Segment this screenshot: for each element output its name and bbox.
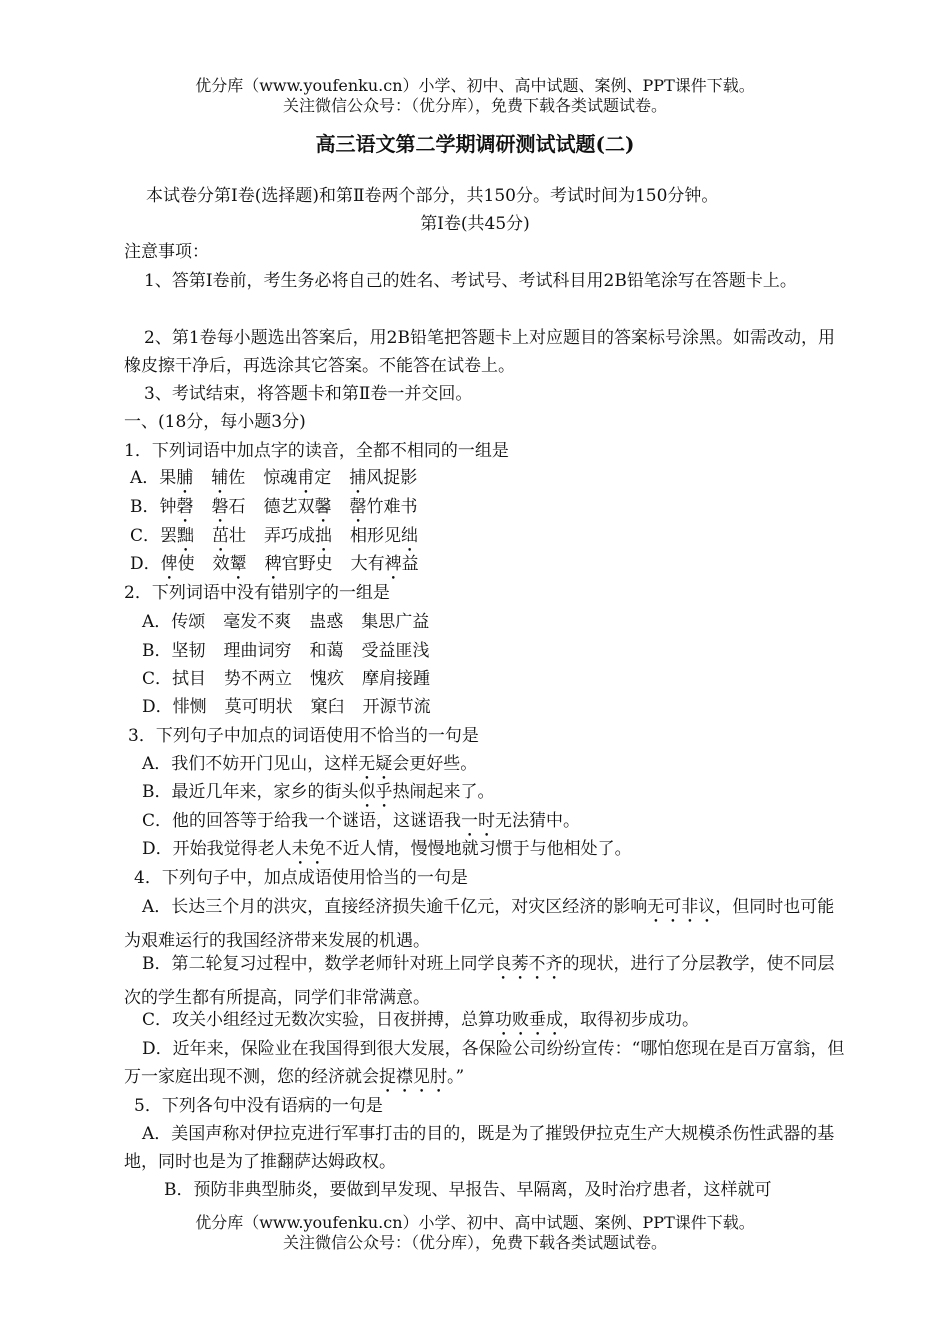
- q3-option-a: A．我们不妨开门见山，这样无疑会更好些。: [142, 754, 478, 774]
- notice-2: 2、第1卷每小题选出答案后，用2B铅笔把答题卡上对应题目的答案标号涂黑。如需改动，用橡皮擦干净后，再选涂其它答案。不能答在试卷上。: [124, 328, 835, 376]
- q4-stem: 4．下列句子中，加点成语使用恰当的一句是: [134, 868, 468, 888]
- q5-option-a: A．美国声称对伊拉克进行军事打击的目的，既是为了摧毁伊拉克生产大规模杀伤性武器的基地，同时也是为了推翻萨达姆政权。: [124, 1124, 835, 1172]
- q2-option-c: C．拭目 势不两立 愧疚 摩肩接踵: [142, 669, 431, 689]
- footer-line-1: 优分库（www.youfenku.cn）小学、初中、高中试题、案例、PPT课件下载。: [195, 1213, 755, 1232]
- volume-1-heading: 第Ⅰ卷(共45分): [420, 214, 530, 234]
- q1-option-a: A．果脯 辅佐 惊魂甫定 捕风捉影: [130, 468, 418, 488]
- q3-option-b: B．最近几年来，家乡的街头似乎热闹起来了。: [142, 782, 495, 802]
- q5-option-b: B．预防非典型肺炎，要做到早发现、早报告、早隔离，及时治疗患者，这样就可: [164, 1180, 772, 1200]
- q3-stem: 3．下列句子中加点的词语使用不恰当的一句是: [128, 726, 479, 746]
- q3-option-c: C．他的回答等于给我一个谜语，这谜语我一时无法猜中。: [142, 811, 581, 831]
- q4-option-c: C．攻关小组经过无数次实验，日夜拼搏，总算功败垂成，取得初步成功。: [142, 1010, 700, 1030]
- q4-option-d: D．近年来，保险业在我国得到很大发展，各保险公司纷纷宣传：“哪怕您现在是百万富翁，但万一家庭出现不测，您的经济就会捉襟见肘。”: [124, 1039, 845, 1087]
- q3-option-d: D．开始我觉得老人未免不近人情，慢慢地就习惯于与他相处了。: [142, 839, 632, 859]
- q1-option-d: D．俾使 效颦 稗官野史 大有裨益: [130, 554, 419, 574]
- q5-stem: 5．下列各句中没有语病的一句是: [134, 1096, 383, 1116]
- q4-option-b: B．第二轮复习过程中，数学老师针对班上同学良莠不齐的现状，进行了分层教学，使不同层次的学生都有所提高，同学们非常满意。: [124, 954, 835, 1008]
- section-1-heading: 一、(18分，每小题3分): [124, 412, 306, 432]
- notice-heading: 注意事项：: [124, 242, 209, 262]
- q1-option-c: C．罢黜 茁壮 弄巧成拙 相形见绌: [130, 526, 419, 546]
- footer-line-2: 关注微信公众号：（优分库），免费下载各类试题试卷。: [282, 1233, 667, 1252]
- q1-option-b: B．钟磬 磐石 德艺双馨 罄竹难书: [130, 497, 418, 517]
- q2-option-a: A．传颂 毫发不爽 蛊惑 集思广益: [142, 612, 430, 632]
- q4-option-a: A．长达三个月的洪灾，直接经济损失逾千亿元，对灾区经济的影响无可非议，但同时也可能为艰难运行的我国经济带来发展的机遇。: [124, 897, 835, 951]
- page-title: 高三语文第二学期调研测试试题(二): [315, 132, 635, 156]
- q2-stem: 2．下列词语中没有错别字的一组是: [124, 583, 390, 603]
- notice-3: 3、考试结束，将答题卡和第Ⅱ卷一并交回。: [144, 384, 473, 404]
- header-line-2: 关注微信公众号：（优分库），免费下载各类试题试卷。: [282, 96, 667, 115]
- intro: 本试卷分第Ⅰ卷(选择题)和第Ⅱ卷两个部分，共150分。考试时间为150分钟。: [146, 186, 719, 206]
- notice-1: 1、答第Ⅰ卷前，考生务必将自己的姓名、考试号、考试科目用2B铅笔涂写在答题卡上。: [144, 271, 797, 291]
- header-line-1: 优分库（www.youfenku.cn）小学、初中、高中试题、案例、PPT课件下载。: [195, 76, 755, 95]
- q2-option-d: D．悱恻 莫可明状 窠臼 开源节流: [142, 697, 431, 717]
- q2-option-b: B．坚韧 理曲词穷 和蔼 受益匪浅: [142, 641, 430, 661]
- q1-stem: 1．下列词语中加点字的读音，全都不相同的一组是: [124, 441, 509, 461]
